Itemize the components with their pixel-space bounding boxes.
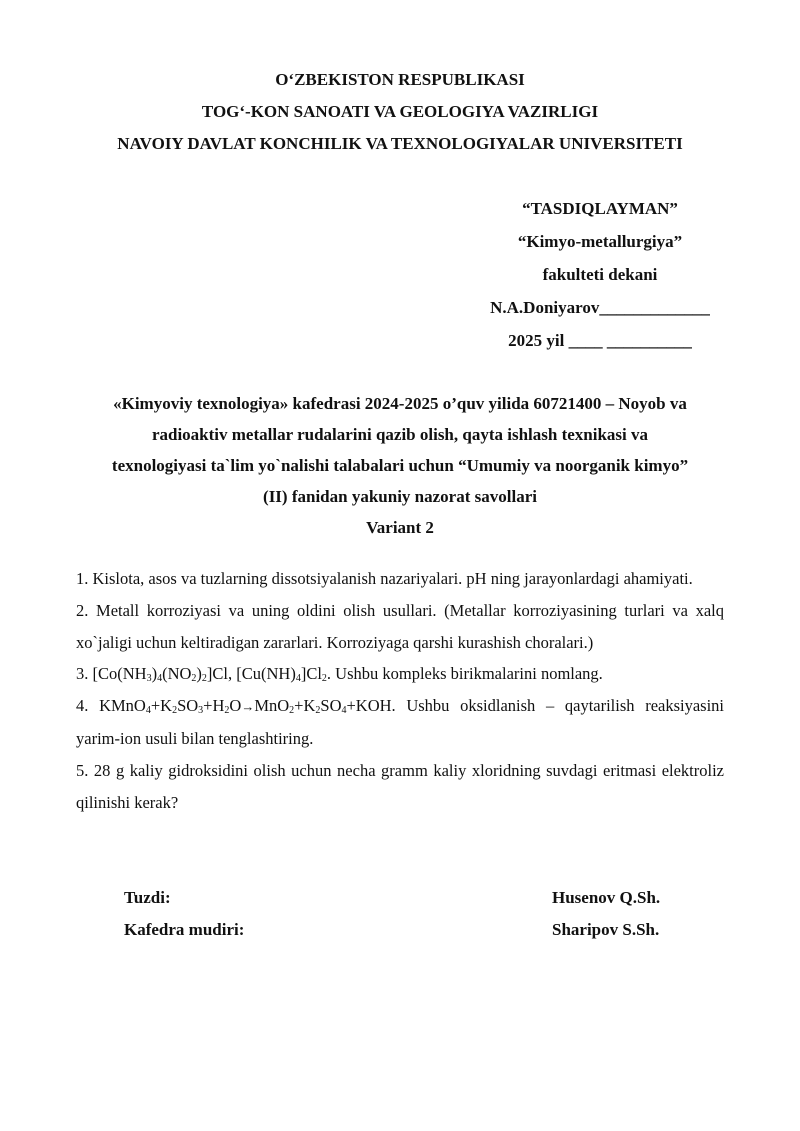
question-3-text: . Ushbu kompleks birikmalarini nomlang. bbox=[326, 664, 603, 684]
header-republic: O‘ZBEKISTON RESPUBLIKASI bbox=[275, 70, 525, 89]
approval-faculty: “Kimyo-metallurgiya” bbox=[517, 232, 683, 251]
header-university: NAVOIY DAVLAT KONCHILIK VA TEXNOLOGIYALAR UNIVERSITETI bbox=[117, 134, 683, 153]
approval-block bbox=[470, 192, 730, 357]
question-2: 2. Metall korroziyasi va uning oldini olish usullari. (Metallar korroziyasining turlari va xalq xo`jaligi uchun keltiradigan zararlari. Korroziyaga qarshi kurashish choralari.) bbox=[76, 600, 724, 652]
title-line-1: «Kimyoviy texnologiya» kafedrasi 2024-2025 o’quv yilida 60721400 – Noyob va bbox=[113, 394, 687, 413]
question-4-text: Ushbu oksidlanish – qaytarilish reaksiyasini yarim-ion usuli bilan tenglashtiring. bbox=[76, 696, 725, 748]
document-title bbox=[70, 388, 730, 543]
signature-row-author bbox=[124, 882, 684, 914]
questions-list bbox=[76, 563, 724, 818]
approval-date: 2025 yil ____ __________ bbox=[508, 331, 692, 350]
head-role: Kafedra mudiri: bbox=[124, 920, 245, 939]
approval-position: fakulteti dekani bbox=[542, 265, 658, 284]
approval-title: “TASDIQLAYMAN” bbox=[522, 199, 678, 218]
question-4-number: 4. bbox=[76, 696, 100, 716]
title-line-3: texnologiyasi ta`lim yo`nalishi talabalari uchun “Umumiy va noorganik kimyo” bbox=[111, 456, 689, 475]
question-3 bbox=[76, 658, 724, 690]
complex-formula-1: $[Co(NH_3)_4(NO_2)_2]Cl$, bbox=[92, 664, 237, 685]
variant-label: Variant 2 bbox=[366, 518, 434, 537]
question-5: 5. 28 g kaliy gidroksidini olish uchun necha gramm kaliy xloridning suvdagi eritmasi elektroliz qilinishi kerak? bbox=[76, 760, 724, 812]
author-role: Tuzdi: bbox=[124, 888, 171, 907]
signature-row-head bbox=[124, 914, 684, 946]
header-ministry: TOG‘-KON SANOATI VA GEOLOGIYA VAZIRLIGI bbox=[201, 102, 599, 121]
title-line-2: radioaktiv metallar rudalarini qazib olish, qayta ishlash texnikasi va bbox=[151, 425, 649, 444]
signatures-block bbox=[124, 882, 684, 946]
complex-formula-2: $[Cu(NH)_4]Cl_2$ bbox=[236, 664, 327, 685]
question-3-number: 3. bbox=[76, 664, 93, 684]
head-name: Sharipov S.Sh. bbox=[552, 920, 660, 939]
document-header bbox=[0, 64, 800, 160]
question-4 bbox=[76, 690, 724, 755]
question-1: 1. Kislota, asos va tuzlarning dissotsiyalanish nazariyalari. pH ning jarayonlardagi ahamiyati. bbox=[76, 569, 693, 588]
author-name: Husenov Q.Sh. bbox=[552, 888, 661, 907]
approval-signer: N.A.Doniyarov_____________ bbox=[490, 298, 710, 317]
title-line-4: (II) fanidan yakuniy nazorat savollari bbox=[263, 487, 537, 506]
reaction-arrow-icon: → bbox=[241, 699, 255, 715]
redox-reaction: $KMnO_4+K_2SO_3+H_2O\to MnO_2+K_2SO_4+KOH$. bbox=[99, 696, 396, 717]
